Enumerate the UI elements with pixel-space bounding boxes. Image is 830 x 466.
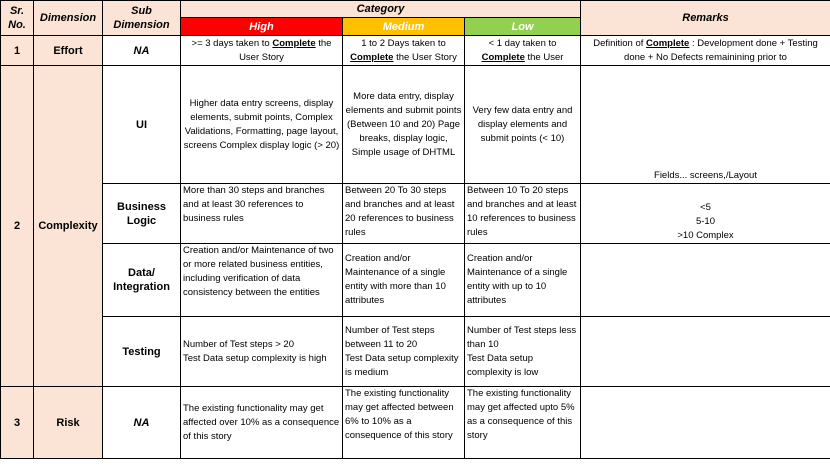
dimension-header: Dimension bbox=[34, 1, 103, 36]
medium-header: Medium bbox=[343, 18, 465, 36]
effort-high: >= 3 days taken to Complete the User Story bbox=[181, 36, 343, 66]
sr-no-header: Sr. No. bbox=[1, 1, 34, 36]
ui-low: Very few data entry and display elements and submit points (< 10) bbox=[465, 66, 581, 184]
sub-dimension-na: NA bbox=[103, 387, 181, 459]
sub-dimension-header: Sub Dimension bbox=[103, 1, 181, 36]
data-integration-high: Creation and/or Maintenance of two or more related business entities, including verification of data consistency between the entities bbox=[181, 244, 343, 317]
category-header: Category bbox=[181, 1, 581, 18]
sub-dimension-data-integration: Data/ Integration bbox=[103, 244, 181, 317]
complexity-ui-row bbox=[1, 66, 830, 184]
sub-dimension-testing: Testing bbox=[103, 317, 181, 387]
ui-medium: More data entry, display elements and submit points (Between 10 and 20) Page breaks, display logic, Simple usage of DHTML bbox=[343, 66, 465, 184]
sub-dimension-business-logic: Business Logic bbox=[103, 184, 181, 244]
low-header: Low bbox=[465, 18, 581, 36]
business-logic-high: More than 30 steps and branches and at least 30 references to business rules bbox=[181, 184, 343, 244]
data-integration-low: Creation and/or Maintenance of a single entity with up to 10 attributes bbox=[465, 244, 581, 317]
ui-high: Higher data entry screens, display elements, submit points, Complex Validations, Formatting, page layout, screens Complex display logic (> 20) bbox=[181, 66, 343, 184]
ui-remarks: Fields... screens,/Layout bbox=[581, 66, 830, 184]
effort-remarks: Definition of Complete : Development done + Testing done + No Defects remainining prior to bbox=[581, 36, 830, 66]
business-logic-medium: Between 20 To 30 steps and branches and at least 20 references to business rules bbox=[343, 184, 465, 244]
effort-row bbox=[1, 36, 830, 66]
row-number: 2 bbox=[1, 66, 34, 387]
effort-medium: 1 to 2 Days taken to Complete the User Story bbox=[343, 36, 465, 66]
risk-medium: The existing functionality may get affected between 6% to 10% as a consequence of this story bbox=[343, 387, 465, 459]
dimension-complexity: Complexity bbox=[34, 66, 103, 387]
testing-medium-data: Test Data setup complexity is medium bbox=[345, 352, 459, 378]
data-integration-remarks bbox=[581, 244, 830, 317]
testing-high bbox=[181, 317, 343, 387]
sub-dimension-ui: UI bbox=[103, 66, 181, 184]
testing-low-steps: Number of Test steps less than 10 bbox=[467, 324, 577, 350]
dimension-risk: Risk bbox=[34, 387, 103, 459]
risk-row bbox=[1, 387, 830, 459]
complexity-testing-row bbox=[1, 317, 830, 387]
complexity-data-integration-row bbox=[1, 244, 830, 317]
row-number: 3 bbox=[1, 387, 34, 459]
risk-low: The existing functionality may get affected upto 5% as a consequence of this story bbox=[465, 387, 581, 459]
testing-medium-steps: Number of Test steps between 11 to 20 bbox=[345, 324, 435, 350]
complexity-business-logic-row bbox=[1, 184, 830, 244]
testing-remarks bbox=[581, 317, 830, 387]
effort-low: < 1 day taken to Complete the User bbox=[465, 36, 581, 66]
testing-medium bbox=[343, 317, 465, 387]
sub-dimension-na: NA bbox=[103, 36, 181, 66]
risk-remarks bbox=[581, 387, 830, 459]
remark-line: 5-10 bbox=[695, 216, 715, 227]
row-number: 1 bbox=[1, 36, 34, 66]
high-header: High bbox=[181, 18, 343, 36]
data-integration-medium: Creation and/or Maintenance of a single entity with more than 10 attributes bbox=[343, 244, 465, 317]
testing-low-data: Test Data setup complexity is low bbox=[467, 352, 539, 378]
business-logic-remarks bbox=[581, 184, 830, 244]
business-logic-low: Between 10 To 20 steps and branches and at least 10 references to business rules bbox=[465, 184, 581, 244]
testing-high-steps: Number of Test steps > 20 bbox=[183, 338, 294, 350]
testing-low bbox=[465, 317, 581, 387]
dimension-effort: Effort bbox=[34, 36, 103, 66]
testing-high-data: Test Data setup complexity is high bbox=[183, 352, 327, 364]
remarks-header: Remarks bbox=[581, 1, 830, 36]
remark-line: <5 bbox=[700, 202, 711, 213]
risk-high: The existing functionality may get affected over 10% as a consequence of this story bbox=[181, 387, 343, 459]
remark-line: >10 Complex bbox=[677, 230, 734, 241]
